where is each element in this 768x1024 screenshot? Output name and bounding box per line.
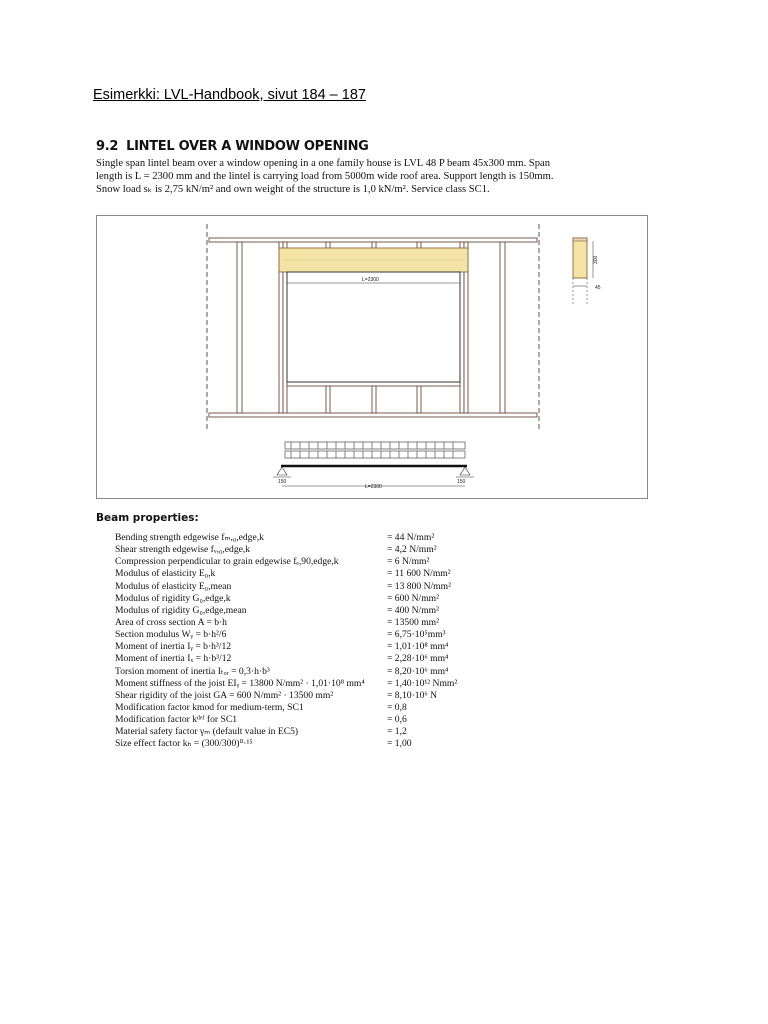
beam-properties-title: Beam properties: [96, 512, 199, 524]
intro-line: length is L = 2300 mm and the lintel is carrying load from 5000m wide roof area. Support length is 150mm. [96, 171, 554, 183]
window-opening [287, 272, 460, 382]
property-value: = 400 N/mm² [387, 604, 439, 616]
property-row [115, 653, 475, 665]
property-value: = 11 600 N/mm² [387, 568, 451, 580]
section-heading [96, 139, 369, 154]
property-value: = 1,01·10⁸ mm⁴ [387, 641, 449, 653]
support-left-label: 150 [278, 479, 287, 485]
property-label: Bending strength edgewise fₘ,₀,edge,k [115, 532, 264, 543]
property-label: Modification factor kmod for medium-term, SC1 [115, 701, 304, 713]
load-diagram [285, 442, 465, 458]
property-row [115, 641, 475, 653]
section-width-label: 45 [595, 285, 601, 291]
property-row [115, 726, 475, 738]
section-height-label: 300 [593, 255, 599, 264]
property-value: = 6 N/mm² [387, 556, 430, 568]
property-row [115, 556, 475, 568]
property-value: = 13 800 N/mm² [387, 580, 451, 592]
intro-line: Single span lintel beam over a window opening in a one family house is LVL 48 P beam 45x300 mm. Span [96, 158, 550, 169]
property-row [115, 738, 475, 750]
property-label: Torsion moment of inertia Iₜₒᵣ = 0,3·h·b³ [115, 665, 270, 677]
property-label: Modulus of rigidity G₀,edge,mean [115, 604, 247, 616]
property-row [115, 581, 475, 593]
property-value: = 6,75·10⁵mm³ [387, 629, 446, 641]
property-value: = 13500 mm² [387, 616, 439, 628]
property-value: = 600 N/mm² [387, 592, 439, 604]
section-title: LINTEL OVER A WINDOW OPENING [126, 139, 369, 154]
property-label: Section modulus Wᵧ = b·h²/6 [115, 629, 227, 641]
property-value: = 0,6 [387, 714, 407, 726]
property-row [115, 690, 475, 702]
property-row [115, 532, 475, 544]
beam-properties-list [115, 532, 475, 751]
span-dimension-label: L=2300 [362, 277, 379, 283]
stud [500, 242, 505, 413]
property-row [115, 605, 475, 617]
cross-section [573, 238, 601, 304]
property-row [115, 678, 475, 690]
property-value: = 8,10·10⁶ N [387, 689, 438, 701]
property-value: = 44 N/mm² [387, 532, 435, 543]
property-row [115, 666, 475, 678]
property-label: Moment stiffness of the joist EIᵧ = 13800 N/mm² · 1,01·10⁸ mm⁴ [115, 677, 365, 689]
property-label: Modulus of elasticity E₀,k [115, 568, 216, 580]
property-label: Shear rigidity of the joist GA = 600 N/mm² · 13500 mm² [115, 689, 334, 701]
supports [273, 467, 474, 477]
property-value: = 4,2 N/mm² [387, 544, 437, 556]
beam-span-label: L=2300 [365, 484, 382, 490]
stud [237, 242, 242, 413]
intro-paragraph [96, 157, 566, 197]
property-row [115, 568, 475, 580]
property-label: Modification factor kᵈᵉᶠ for SC1 [115, 714, 238, 726]
property-label: Shear strength edgewise fᵥ,₀,edge,k [115, 544, 251, 556]
property-row [115, 617, 475, 629]
section-number: 9.2 [96, 139, 119, 154]
property-label: Material safety factor γₘ (default value in EC5) [115, 726, 299, 738]
property-value: = 8,20·10⁶ mm⁴ [387, 665, 449, 677]
property-value: = 1,2 [387, 726, 407, 738]
property-row [115, 629, 475, 641]
property-label: Size effect factor kₕ = (300/300)⁰·¹⁵ [115, 738, 253, 750]
property-row [115, 714, 475, 726]
property-row [115, 544, 475, 556]
intro-line: Snow load sₖ is 2,75 kN/m² and own weight of the structure is 1,0 kN/m². Service class SC1. [96, 184, 490, 196]
property-label: Compression perpendicular to grain edgewise fₑ,90,edge,k [115, 556, 339, 568]
property-row [115, 593, 475, 605]
property-label: Modulus of rigidity G₀,edge,k [115, 592, 231, 604]
property-value: = 0,8 [387, 701, 407, 713]
property-label: Moment of inertia Iᵧ = b·h³/12 [115, 641, 232, 653]
lintel-figure [96, 215, 648, 499]
support-right-label: 150 [457, 479, 466, 485]
property-value: = 1,40·10¹² Nmm² [387, 677, 458, 689]
document-header: Esimerkki: LVL-Handbook, sivut 184 – 187 [93, 87, 366, 103]
property-label: Modulus of elasticity E₀,mean [115, 580, 232, 592]
lintel-drawing [97, 216, 649, 500]
property-label: Moment of inertia Iₓ = h·b³/12 [115, 653, 232, 665]
property-value: = 1,00 [387, 738, 412, 750]
property-label: Area of cross section A = b·h [115, 616, 227, 628]
property-value: = 2,28·10⁶ mm⁴ [387, 653, 449, 665]
property-row [115, 702, 475, 714]
